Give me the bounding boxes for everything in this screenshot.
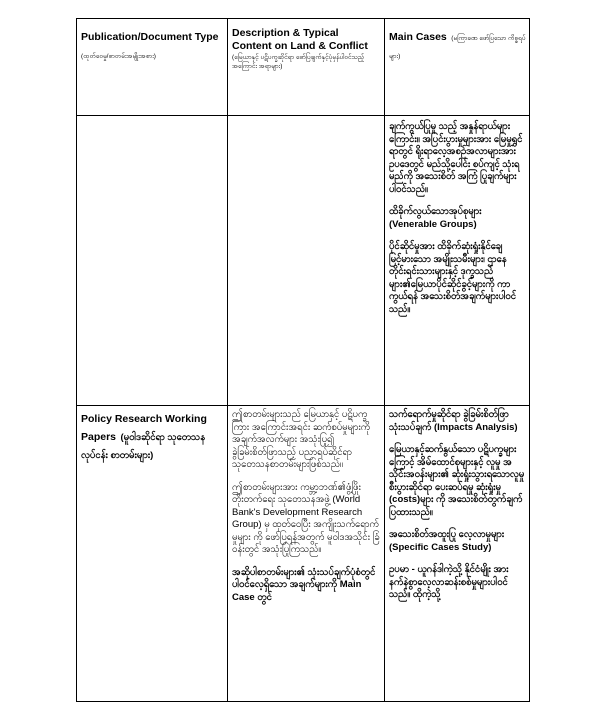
row2-col1 xyxy=(77,409,227,463)
comparison-table xyxy=(76,18,530,702)
row-divider xyxy=(77,405,529,406)
row2-col3 xyxy=(385,409,531,612)
header-col2-subtitle: (မြေယာနှင့် ပဋိပက္ခဆိုင်ရာ ဖော်ပြချက်နှင့်ပုံမှန်ပါဝင်သည့် အကြောင်း အရာများ) xyxy=(232,54,365,70)
header-col1 xyxy=(77,27,227,63)
row1-col3-paragraph-2: ပိုင်ဆိုင်မှုအား ထိခိုက်ဆုံးရှုံးနိုင်ချေမြင့်မားသော အမျိုးသမီးများ၊ ဌာနေတိုင်းရင်းသားများနှင့် ဒုက္ခသည်များ၏မြေယာပိုင်ဆိုင်ခွင့်များကို ကာကွယ်ရန် အသေးစိတ်အချက်များပါဝင်သည်။ xyxy=(389,241,517,315)
row2-col3-paragraph-2: ဥပမာ - ယူဂန်ဒါကဲ့သို့ နိုင်ငံမျိုး အား နက်နဲစွာလေ့လာဆန်းစစ်မှုများပါဝင်သည်။ ထိုကဲ့သို့ xyxy=(389,564,509,600)
row2-col2-paragraph-1: ဤစာတမ်းများသည် မြေယာနှင့် ပဋိပက္ခကြား အကြောင်းအရင်း ဆက်စပ်မှုများကို အချက်အလက်များ အသုံးပြု၍ ခွဲခြမ်းစိတ်ဖြာသည့် ပညာရပ်ဆိုင်ရာ သုတေသနစာတမ်းများဖြစ်သည်။ xyxy=(232,409,371,470)
row2-col1-subtitle: (မူဝါဒဆိုင်ရာ သုတေသနလုပ်ငန်း စာတမ်းများ) xyxy=(81,432,206,461)
row2-col2-paragraph-2: ဤစာတမ်းများအား ကမ္ဘာ့ဘဏ်၏ဖွံ့ဖြိုးတိုးတက်ရေး သုတေသနအဖွဲ့ (World Bank's Development Research Group) မှ ထုတ်ဝေပြီး အကျိုးသက်ရောက်မှုများ ကို ဖော်ပြရန်အတွက် မူဝါဒအသိုင်း ခြံဝန်းတွင် အသုံးပြုကြသည်။ xyxy=(232,481,380,555)
header-col1-title: Publication/Document Type xyxy=(81,31,219,43)
header-col2-title: Description & Typical Content on Land & Conflict xyxy=(232,27,368,52)
header-col3-subtitle: (မကြာခဏ ဖော်ပြသော ကိစ္စရပ်များ) xyxy=(389,35,526,60)
row1-col3-heading: ထိခိုက်လွယ်သောအုပ်စုများ (Venerable Groups) xyxy=(389,206,482,230)
row2-col1-title: Policy Research Working Papers xyxy=(81,413,207,443)
row2-col2-paragraph-3: အဆိုပါစာတမ်းများ၏ သုံးသပ်ချက်ပုံစံတွင် ပါဝင်လေ့ရှိသော အချက်များကို Main Case တွင် xyxy=(232,566,376,603)
row1-col3-paragraph-1: ချက်ကွယ်ပြုမှု သည့် အနှုန်ရာယ်များကြောင်း။ အပြင်းပွားမှုများအား မြေမှုရွှင်ရာတွင် ရိုးရာလေ့အစဉ်အလာများအား ဥပဒေတွင် မည်သို့ပေါင်း စပ်ကျင့် သုံးရမည်ကို အသေးစိတ် အကြံ ပြုချက်များပါဝင်သည်။ xyxy=(389,121,523,195)
header-col1-subtitle: (ထုတ်ဝေမှု/စာတမ်းအမျိုးအစား) xyxy=(81,53,156,60)
header-col3-title: Main Cases xyxy=(389,31,447,43)
row1-col3 xyxy=(385,121,531,326)
row2-col3-heading-2: အသေးစိတ်အထူးပြု လေ့လာမှုများ (Specific Cases Study) xyxy=(389,529,505,553)
row-divider xyxy=(77,115,529,116)
row2-col3-paragraph-1: မြေယာနှင့်ဆက်နွယ်သော ပဋိပက္ခများကြောင့် အိမ်ထောင်စုများနှင့် လူမှု အသိုင်းအဝန်းများ၏ ဆုံးရှုံးသွားရသောလူမှုစီးပွားဆိုင်ရာ ပေးဆပ်ရမှု ဆုံးရှုံးမှု (costs)များ ကို အသေးစိတ်တွက်ချက်ပြထားသည်။ xyxy=(389,444,525,518)
header-col2 xyxy=(228,27,384,71)
row2-col3-heading-1: သက်ရောက်မှုဆိုင်ရာ ခွဲခြမ်းစိတ်ဖြာသုံးသပ်ချက် (Impacts Analysis) xyxy=(389,409,518,433)
header-col3 xyxy=(385,27,531,63)
row2-col2 xyxy=(228,409,384,614)
